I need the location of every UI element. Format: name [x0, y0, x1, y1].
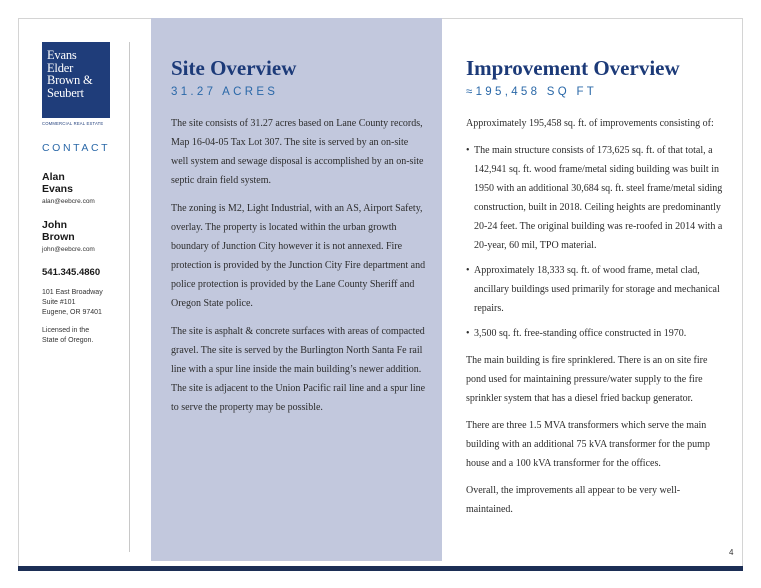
improvement-square-footage: ≈195,458 SQ FT	[466, 86, 598, 98]
person-email[interactable]: alan@eebcre.com	[42, 198, 95, 205]
bullet-icon: •	[466, 328, 470, 339]
improvement-paragraph: There are three 1.5 MVA transformers which serve the main building with an additional 75 kVA transformer for the pump house and a 100 kVA transformer for the offices.	[466, 420, 710, 469]
address-line: 101 East Broadway	[42, 289, 103, 296]
person-email[interactable]: john@eebcre.com	[42, 246, 95, 253]
footer-bar	[18, 566, 743, 571]
improvement-paragraph: The main building is fire sprinklered. There is an on site fire pond used for maintaining pressure/water supply to the fire sprinkler system that has a diesel fried backup generator.	[466, 355, 708, 404]
logo-line: Elder	[47, 60, 74, 75]
site-acreage: 31.27 ACRES	[171, 86, 279, 98]
site-paragraph: The site is asphalt & concrete surfaces with areas of compacted gravel. The site is served by the Burlington North Santa Fe rail line with a spur line inside the main building’s newer addition. The site is adjacent to the Union Pacific rail line and a spur line to serve the property may be possible.	[171, 326, 426, 413]
list-item	[466, 261, 726, 318]
address	[42, 288, 122, 318]
bullet-icon: •	[466, 145, 470, 156]
logo-line: Brown &	[47, 73, 93, 87]
list-item-text: The main structure consists of 173,625 sq. ft. of that total, a 142,941 sq. ft. wood frame/metal siding building was built in 1950 with an additional 30,684 sq. ft. steel frame/metal siding construction, built in 2018. Ceiling heights are predominantly 20-24 feet. The original building was re-roofed in 2014 with a 20-year, 60 mil, TPO material.	[474, 145, 723, 251]
improvement-overview-title: Improvement Overview	[466, 56, 680, 80]
person-last-name: Evans	[42, 183, 73, 195]
list-item-text: Approximately 18,333 sq. ft. of wood frame, metal clad, ancillary buildings used primarily for storage and mechanical repairs.	[474, 265, 720, 314]
site-overview-content	[171, 56, 426, 426]
license-line: State of Oregon.	[42, 337, 94, 344]
site-overview-title: Site Overview	[171, 56, 297, 80]
improvement-intro: Approximately 195,458 sq. ft. of improvements consisting of:	[466, 118, 714, 129]
person-last-name: Brown	[42, 231, 75, 243]
bullet-icon: •	[466, 265, 470, 276]
improvement-overview	[466, 56, 726, 527]
license-note	[42, 326, 122, 346]
list-item-text: 3,500 sq. ft. free-standing office constructed in 1970.	[474, 328, 687, 339]
site-paragraph: The zoning is M2, Light Industrial, with an AS, Airport Safety, overlay. The property is located within the urban growth boundary of Junction City however it is not annexed. Fire protection is provided by the Junction City Fire department and police protection is provided by the Lane County Sheriff and Oregon State police.	[171, 203, 426, 309]
license-line: Licensed in the	[42, 327, 90, 334]
improvement-paragraph: Overall, the improvements all appear to be very well-maintained.	[466, 485, 681, 515]
logo-line: Evans	[47, 48, 77, 62]
site-overview-panel	[151, 18, 442, 561]
logo-line: Seubert	[47, 85, 84, 100]
sidebar-divider	[129, 42, 130, 552]
contact-person	[42, 219, 122, 253]
list-item	[466, 141, 726, 255]
phone-number[interactable]: 541.345.4860	[42, 267, 101, 278]
site-paragraph: The site consists of 31.27 acres based on Lane County records, Map 16-04-05 Tax Lot 307. The site is served by an on-site well system and sewage disposal is accomplished by an on-site septic drain field system.	[171, 118, 424, 186]
sidebar	[42, 42, 122, 346]
contact-person	[42, 171, 122, 205]
company-logo	[42, 42, 110, 118]
address-line: Suite #101	[42, 299, 76, 306]
contact-heading: CONTACT	[42, 142, 111, 154]
page-number: 4	[729, 548, 734, 557]
logo-tagline: COMMERCIAL REAL ESTATE	[42, 121, 104, 126]
address-line: Eugene, OR 97401	[42, 309, 102, 316]
site-overview-body	[171, 114, 426, 417]
improvement-list	[466, 141, 726, 343]
person-first-name: Alan	[42, 171, 65, 183]
person-first-name: John	[42, 219, 68, 231]
list-item	[466, 324, 726, 343]
improvement-body	[466, 114, 726, 519]
